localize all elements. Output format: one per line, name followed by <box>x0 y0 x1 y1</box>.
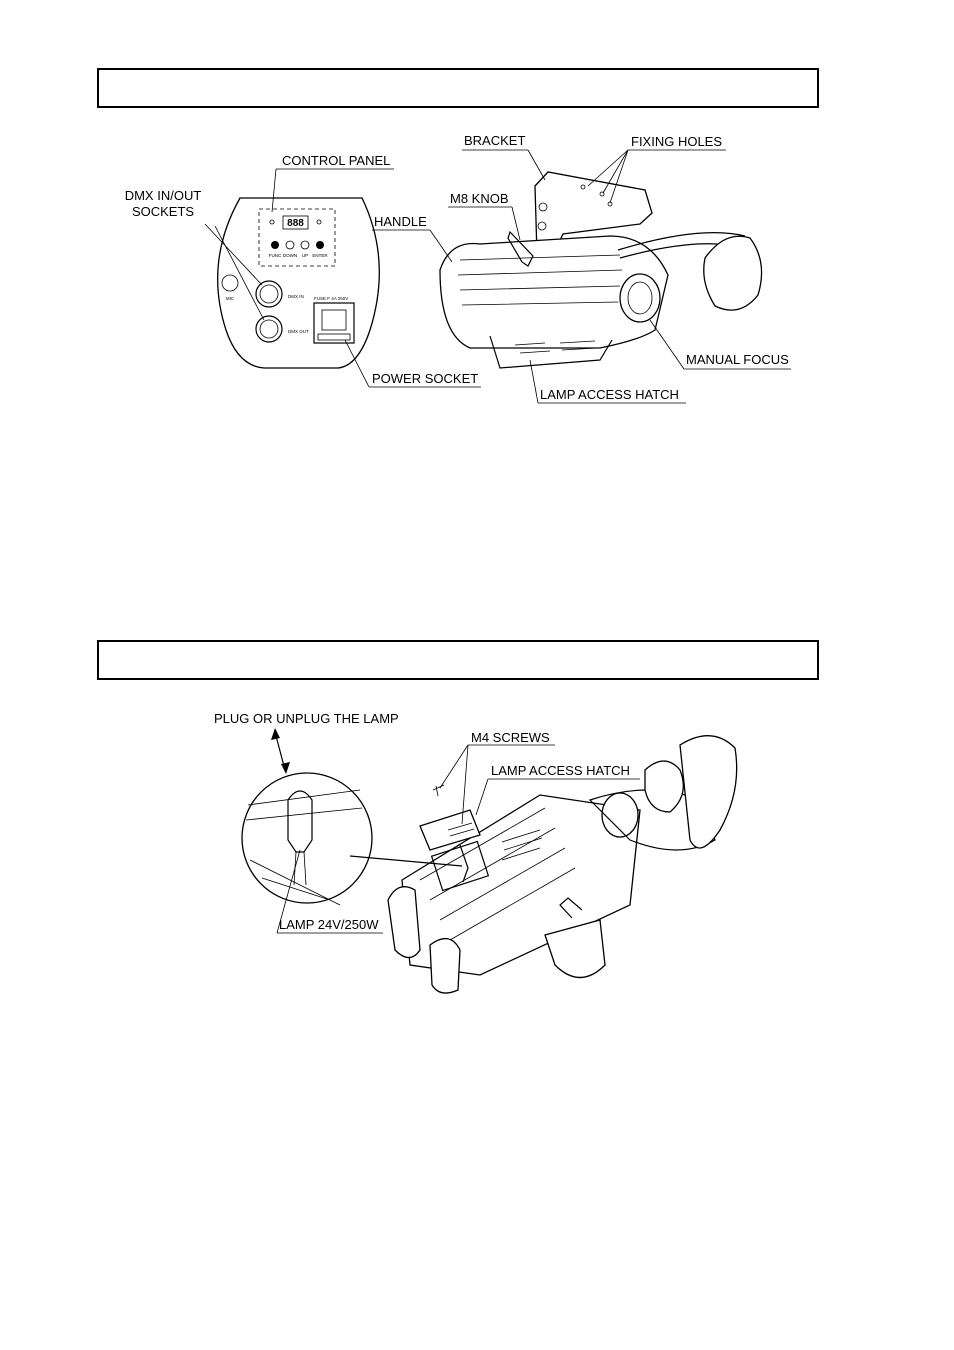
fixture-overview-diagram <box>0 120 954 420</box>
lamp-label: LAMP 24V/250W <box>279 917 379 932</box>
enter-button[interactable] <box>316 241 324 249</box>
dmx-out-label: DMX OUT <box>288 329 309 334</box>
lamp-access-hatch-label-2: LAMP ACCESS HATCH <box>491 763 630 778</box>
fuse-label: FUSE F 4A 250V <box>314 296 349 301</box>
rear-panel-drawing <box>218 198 380 368</box>
lamp-detail-circle <box>242 773 372 905</box>
dmx-sockets-label-line1: DMX IN/OUT <box>124 188 202 203</box>
handle-end <box>704 236 762 310</box>
dmx-sockets-label-line2: SOCKETS <box>131 204 195 219</box>
section-1-header-box <box>97 68 819 108</box>
plug-unplug-arrow-icon <box>271 728 290 774</box>
lens-cap <box>680 736 737 848</box>
control-panel-label: CONTROL PANEL <box>282 153 391 168</box>
dmx-in-label: DMX IN <box>288 294 304 299</box>
display-text: 888 <box>287 218 304 229</box>
section-2-header-box <box>97 640 819 680</box>
fixing-holes-label: FIXING HOLES <box>631 134 723 149</box>
bracket-label: BRACKET <box>464 133 526 148</box>
handle-label: HANDLE <box>374 214 427 229</box>
func-label: FUNC <box>268 253 282 258</box>
enter-label: ENTER <box>312 253 328 258</box>
down-label: DOWN <box>282 253 298 258</box>
lamp-access-hatch-label: LAMP ACCESS HATCH <box>540 387 679 402</box>
up-label: UP <box>301 253 309 258</box>
lamp-replacement-diagram <box>0 700 954 1010</box>
plug-unplug-label: PLUG OR UNPLUG THE LAMP <box>214 711 399 726</box>
func-button[interactable] <box>271 241 279 249</box>
m8-knob-label: M8 KNOB <box>450 191 509 206</box>
manual-focus-label: MANUAL FOCUS <box>686 352 789 367</box>
m4-screws-label: M4 SCREWS <box>471 730 550 745</box>
power-socket-label: POWER SOCKET <box>372 371 479 386</box>
mic-label: MIC <box>225 296 235 301</box>
focus-ring <box>620 274 660 322</box>
